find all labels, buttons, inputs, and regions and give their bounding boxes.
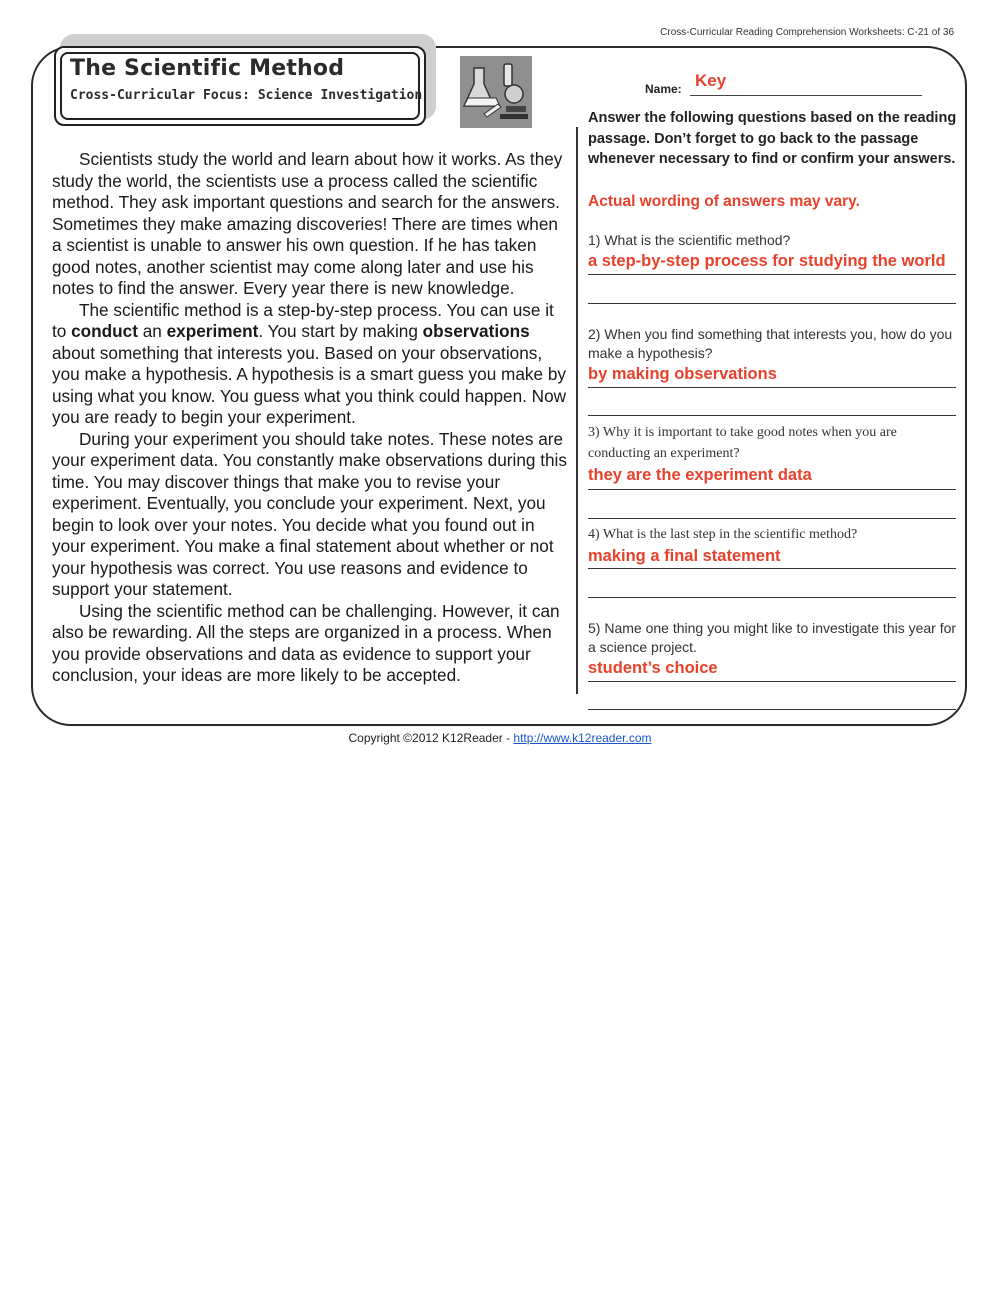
answer-line xyxy=(588,387,956,388)
name-field xyxy=(645,71,925,97)
answer-text: they are the experiment data xyxy=(588,466,812,484)
column-divider xyxy=(576,127,578,694)
name-underline xyxy=(690,95,922,96)
series-label: Cross-Curricular Reading Comprehension Worksheets: C-21 of 36 xyxy=(660,27,954,38)
passage-paragraph: Scientists study the world and learn about how it works. As they study the world, the scientists use a process called the scientific method. They ask important questions and search for the answers. Sometimes they make amazing discoveries! There are times when a scientist is unable to answer his own question. If he has taken good notes, another scientist may come along later and use his notes to find the answer. Every year there is new knowledge. xyxy=(52,149,563,298)
vocab-experiment: experiment xyxy=(166,321,259,341)
question-1 xyxy=(588,231,960,271)
question-text: 4) What is the last step in the scientific method? xyxy=(588,527,858,542)
focus-subtitle: Cross-Curricular Focus: Science Investigation xyxy=(70,88,423,103)
copyright-text: Copyright ©2012 K12Reader - xyxy=(348,731,514,745)
answer-text: student’s choice xyxy=(588,659,718,677)
question-3 xyxy=(588,422,960,485)
question-text: 5) Name one thing you might like to investigate this year for a science project. xyxy=(588,620,957,655)
answer-line xyxy=(588,518,956,519)
question-2 xyxy=(588,325,960,384)
name-value: Key xyxy=(695,71,727,90)
name-label: Name: xyxy=(645,82,682,96)
passage-paragraph: During your experiment you should take notes. These notes are your experiment data. You constantly make observations during this time. You may discover things that make you to revise your experiment. Eventually, you conclude your experiment. Next, you begin to look over your notes. You decide what you found out in your experiment. You make a final statement about whether or not your hypothesis was correct. You use reasons and evidence to support your statement. xyxy=(52,428,567,599)
title-box xyxy=(54,46,426,126)
instructions: Answer the following questions based on the reading passage. Don’t forget to go back to the passage whenever necessary to find or confirm your answers. xyxy=(588,110,957,167)
answer-line xyxy=(588,597,956,598)
question-text: 2) When you find something that interests you, how do you make a hypothesis? xyxy=(588,326,953,361)
answer-line xyxy=(588,274,956,275)
answer-line xyxy=(588,681,956,682)
question-text: 1) What is the scientific method? xyxy=(588,232,791,248)
passage-text: . You start by making xyxy=(258,321,423,341)
passage-text: about something that interests you. Based on your observations, you make a hypothesis. A hypothesis is a smart guess you make by using what you know. You guess what you think could happen. Now you are ready to begin your experiment. xyxy=(52,342,567,427)
question-text: 3) Why it is important to take good notes when you are conducting an experiment? xyxy=(588,425,897,461)
passage-paragraph xyxy=(52,300,572,429)
answer-line xyxy=(588,568,956,569)
answer-line xyxy=(588,489,956,490)
vocab-conduct: conduct xyxy=(71,321,138,341)
passage-text: The scientific method is a step-by-step process. You can use it to xyxy=(52,299,554,341)
answer-text: making a final statement xyxy=(588,547,781,565)
question-4 xyxy=(588,524,960,566)
science-lab-icon xyxy=(460,56,532,128)
answer-line xyxy=(588,303,956,304)
answer-line xyxy=(588,415,956,416)
answer-text: by making observations xyxy=(588,365,777,383)
k12reader-link[interactable]: http://www.k12reader.com xyxy=(513,731,652,745)
answer-line xyxy=(588,709,956,710)
footer xyxy=(0,731,1000,745)
question-5 xyxy=(588,619,960,678)
reading-passage xyxy=(52,149,572,687)
variance-note: Actual wording of answers may vary. xyxy=(588,193,860,210)
passage-paragraph: Using the scientific method can be challenging. However, it can also be rewarding. All the steps are organized in a process. When you provide observations and data as evidence to support your conclusion, your ideas are more likely to be accepted. xyxy=(52,600,560,685)
answer-text: a step-by-step process for studying the world xyxy=(588,252,946,270)
vocab-observations: observations xyxy=(422,321,530,341)
passage-text: an xyxy=(137,321,167,341)
page-title: The Scientific Method xyxy=(70,56,345,81)
